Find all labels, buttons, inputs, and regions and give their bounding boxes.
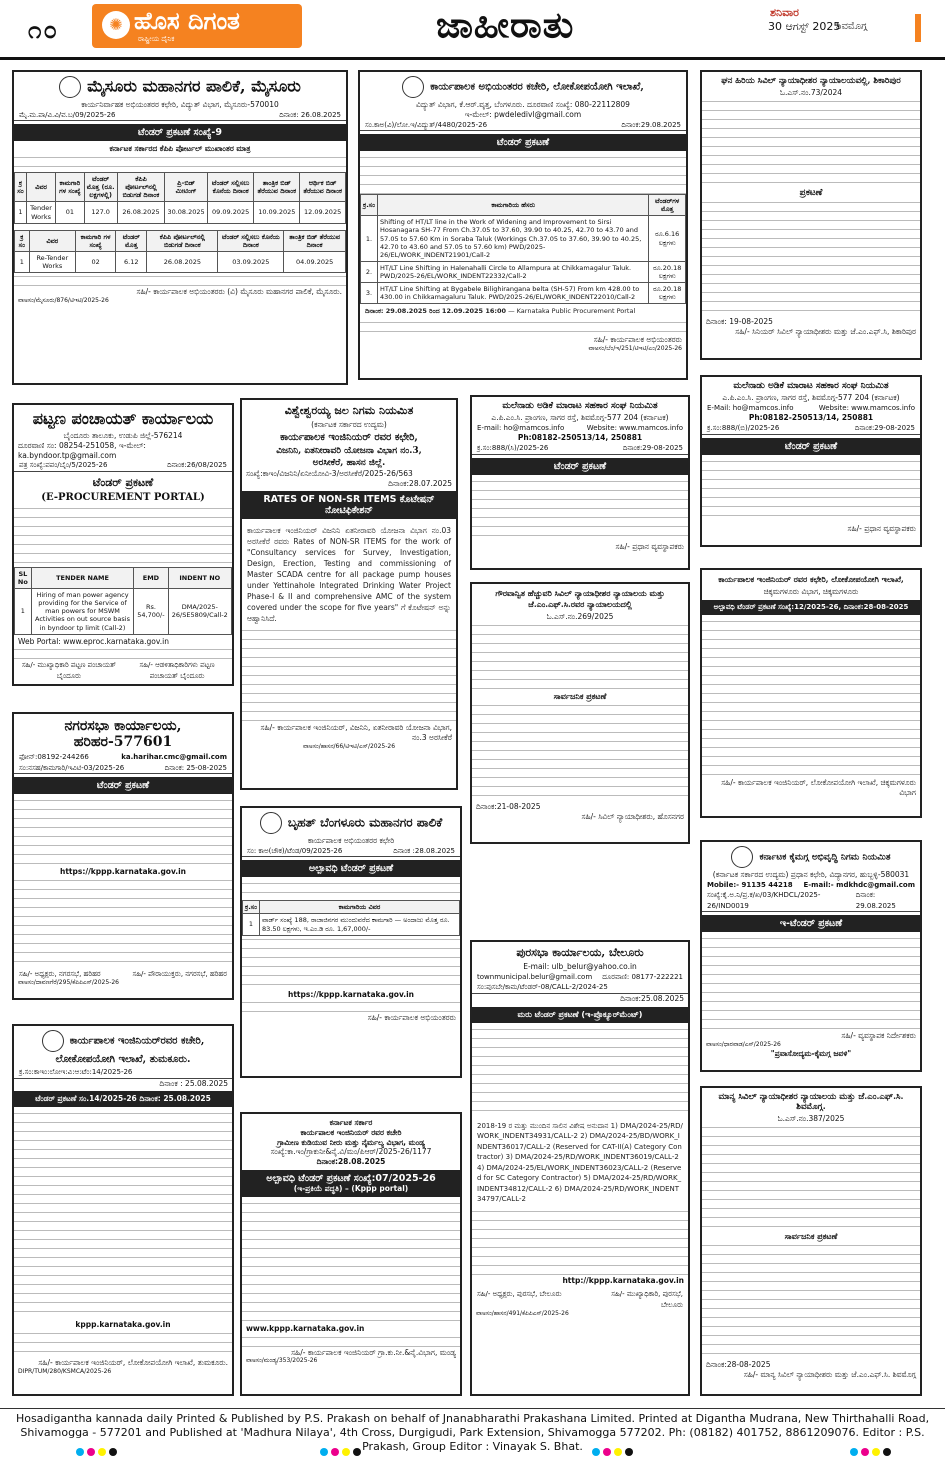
ad-subtitle: ಕಾರ್ಯಪಾಲಕ ಅಭಿಯಂತರರ ಕಛೇರಿ xyxy=(307,836,395,845)
column-header: ಕಾಮಗಾರಿಯ ಹೆಸರು xyxy=(378,195,649,216)
column-header: ಆರ್ಥಿಕ ಬಿಡ್ ತೆರೆಯುವ ದಿನಾಂಕ xyxy=(300,173,346,202)
notice-band: ಅಲ್ಪಾವಧಿ ಟೆಂಡರ್ ಪ್ರಕಟಣೆ ಸಂಖ್ಯೆ:07/2025-26 (ಇ-ಪ್ರಕಿಯೆ ಪದ್ಧತಿ) – (Kppp portal) xyxy=(242,1170,460,1197)
ad-code: ವಾಅಸಂ/ಹಾಸನ/66/ಟಿಇಟಿ/ಎಸ್/2025-26 xyxy=(302,742,396,750)
ad-title-line3: ಗ್ರಾಮೀಣ ಕುಡಿಯುವ ನೀರು ಮತ್ತು ನೈರ್ಮಲ್ಯ ವಿಭಾಗ, ಮಂಡ್ಯ xyxy=(277,1137,425,1147)
ref-number: ಸಂಖ್ಯೆ:ಕಾ.ಇಂ/ಗ್ರಾಕುನೀ&ನೈ.ವಿ/ಮಂ/ಪಿಆರ್/2025-26/1177 xyxy=(270,1147,432,1157)
ad-subtitle: (ಕರ್ನಾಟಕ ಸರ್ಕಾರದ ಉದ್ಯಮ) xyxy=(311,420,387,429)
column-header: ಕ್ರ.ಸಂ xyxy=(361,195,378,216)
notice-band: ಟೆಂಡರ್ ಪ್ರಕಟಣೆ xyxy=(14,777,232,794)
ad-pwd-chikkamagaluru xyxy=(700,568,922,818)
signature: ಸಹಿ/- ಕಾರ್ಯಪಾಲಕ ಇಂಜಿನಿಯರ್, ವಿಜನಿನಿ, ಏತನೀರಾವರಿ ಯೋಜನಾ ವಿಭಾಗ, ನಂ.3 ಅರಸೀಕೆರೆ xyxy=(260,723,452,742)
column-header: ಟೆಂಡರ್ ಮೊತ್ತ (ರೂ. ಲಕ್ಷಗಳಲ್ಲಿ) xyxy=(84,173,117,202)
seal-icon xyxy=(260,812,282,834)
ad-subtitle: ಬೈಂದೂರು ತಾಲೂಕು, ಉಡುಪಿ ಜಿಲ್ಲೆ-576214 xyxy=(63,431,183,440)
notice-heading: ಸಾರ್ವಜನಿಕ ಪ್ರಕಟಣೆ xyxy=(784,1231,838,1241)
ad-title: ಕಾರ್ಯಪಾಲಕ ಇಂಜಿನಿಯರ್‌ರವರ ಕಚೇರಿ, xyxy=(14,1026,232,1054)
ad-rdws-mandya xyxy=(240,1112,462,1396)
column-header: ಟೆಂಡರ್ ಸಲ್ಲಿಸಲು ಕೊನೆಯ ದಿನಾಂಕ xyxy=(218,230,284,251)
table-cell: 03.09.2025 xyxy=(218,251,284,272)
body-text xyxy=(14,877,232,969)
body-text xyxy=(472,478,688,542)
ad-court-shikaripura xyxy=(700,70,922,360)
registration-marks-center2 xyxy=(592,1448,633,1456)
body-text: ಕಾರ್ಯಪಾಲಕ ಇಂಜಿನಿಯರ್ ವಿಜನಿನಿ ಏತನೀರಾವರಿ ಯೋಜನಾ ವಿಭಾಗ ನಂ.03 ಅರಸೀಕೆರೆ ರವರು Rates of NON-SR ITEMS for the work of "Consultancy services for Survey, Investigation, Design, Erection, Testing and commissioning of Master SCADA centre for all package pump houses under Yettinahole Integrated Drinking Water Project Phase-I & II and comprehensive AMC of the system covered under the scope for five years" ಗೆ ಕೊಟೇಷನ್ ಅನ್ನು ಆಹ್ವಾನಿಸಿದೆ. xyxy=(247,526,451,624)
portal-link: https://kppp.karnataka.gov.in xyxy=(59,867,186,876)
ad-belur-tmc xyxy=(470,940,690,1396)
body-text xyxy=(702,1124,920,1232)
table-row xyxy=(361,261,686,282)
ad-title: ನಗರಸಭಾ ಕಾರ್ಯಾಲಯ, ಹರಿಹರ-577601 xyxy=(64,718,182,750)
table-cell: 10.09.2025 xyxy=(254,202,300,223)
contact-line: Mobile:- 91135 44218 E-mail:- mdkhdc@gmail.com xyxy=(707,880,915,889)
table-cell: DMA/2025-26/SE5809/Call-2 xyxy=(168,589,231,635)
ad-subtitle: ಎ.ಪಿ.ಎಂ.ಸಿ. ಪ್ರಾಂಗಣ, ಸಾಗರ ರಸ್ತೆ, ಶಿವಮೊಗ್ಗ-577 204 (ಕರ್ನಾಟಕ) xyxy=(722,393,900,402)
registration-marks-left xyxy=(76,1448,117,1456)
body-text xyxy=(702,935,920,1031)
table-cell: 26.08.2025 xyxy=(117,202,165,223)
ad-title: ಘನ ಹಿರಿಯ ಸಿವಿಲ್ ನ್ಯಾಯಾಧೀಶರ ನ್ಯಾಯಾಲಯವಲ್ಲಿ, ಶಿಕಾರಿಪುರ xyxy=(721,76,901,86)
notice-heading: ಟೆಂಡರ್ ಪ್ರಕಟಣೆ xyxy=(92,475,154,489)
body-text xyxy=(360,319,686,335)
body-text xyxy=(14,646,232,660)
notice-band: RATES OF NON-SR ITEMS ಕೊಟೇಷನ್ ನೋಟಿಫಿಕೇಶನ್ xyxy=(242,491,456,519)
ad-mysuru-corporation xyxy=(12,70,348,385)
seal-icon xyxy=(42,1030,64,1052)
contact-line: ಫೋನ್:08192-244266 ka.harihar.cmc@gmail.com xyxy=(19,753,227,761)
column-header: ಕಾಮಗಾರಿ ಗಳ ಸಂಖ್ಯೆ xyxy=(56,173,84,202)
ad-title: ಕರ್ನಾಟಕ ಸರ್ಕಾರ xyxy=(329,1118,373,1127)
newspaper-logo xyxy=(92,4,302,48)
body-text xyxy=(702,1242,920,1360)
notice-band: ಟೆಂಡರ್ ಪ್ರಕಟಣೆ ಸಂ.14/2025-26 ದಿನಾಂಕ: 25.08.2025 xyxy=(14,1091,232,1107)
contact-line: ದೂರವಾಣಿ ಸಂ: 08254-251058, ಇ-ಮೇಲ್: ka.byndoor.tp@gmail.com xyxy=(18,440,146,460)
registration-marks-center xyxy=(320,1448,361,1456)
signature: ಸಹಿ/- ಸಿನಿಯರ್ ಸಿವಿಲ್ ನ್ಯಾಯಾಧೀಶರು ಮತ್ತು ಜೆ.ಎಂ.ಎಫ್.ಸಿ, ಶಿಕಾರಿಪುರ xyxy=(735,327,916,337)
column-header: SL No xyxy=(15,567,32,588)
signature: ಸಹಿ/- ಸಿವಿಲ್ ನ್ಯಾಯಾಧೀಶರು, ಹೊಸನಗರ xyxy=(581,811,684,821)
tagline: "ಪ್ರವಾಸೋದ್ಯಮ-ಕೈಮಗ್ಗ ಜವಳಿ" xyxy=(770,1048,852,1058)
ad-code: ವಾಅಸಂ/ಹಾಸನ/491/ಕೆಪಿಪಿಎಸ್/2025-26 xyxy=(476,1310,569,1318)
ad-code: ವಾಅಸಂ/ಮಂಡ್ಯ/353/2025-26 xyxy=(246,1357,318,1365)
table-cell: Tender Works xyxy=(26,202,55,223)
table-cell: 02 xyxy=(75,251,115,272)
notice-band: ಅಲ್ಪಾವಧಿ ಟೆಂಡರ್ ಪ್ರಕಟಣೆ ಸಂಖ್ಯೆ:12/2025-26, ದಿನಾಂಕ:28-08-2025 xyxy=(702,600,920,615)
ad-title: ಗೌರವಾನ್ವಿತ ಹೆಚ್ಚುವರಿ ಸಿವಿಲ್ ನ್ಯಾಯಾಧೀಶರ ನ್ಯಾಯಾಲಯ ಮತ್ತು ಜೆ.ಎಂ.ಎಫ್.ಸಿ.ರವರ ನ್ಯಾಯಾಲಯದಲ್ಲಿ xyxy=(495,588,665,609)
ref-line: ಸಂಖ್ಯೆ:ಕೈ.ಅ.ನಿ/ಪ್ರ.ಕ/ಖ/03/KHDCL/2025-26/IND0019 ದಿನಾಂಕ: 29.08.2025 xyxy=(702,890,920,912)
body-text xyxy=(242,1334,460,1348)
body-text xyxy=(472,1026,688,1118)
notice-band: ಟೆಂಡರ್ ಪ್ರಕಟಣೆ xyxy=(360,134,686,151)
body-text xyxy=(472,702,688,802)
notice-date: ದಿನಾಂಕ:28-08-2025 xyxy=(706,1360,771,1370)
ad-pwd-electrical xyxy=(358,70,688,380)
ref-line: ಸಂ.ಕಾಅ(ವಿ)/ಲೋ.ಇ/ವಿದ್ಯುತ್/4480/2025-26 ದಿನಾಂಕ:29.08.2025 xyxy=(360,120,686,132)
tender-table-2 xyxy=(14,230,346,274)
ad-mamcos-right xyxy=(700,375,922,547)
ad-email: ಇ-ಮೇಲ್: pwdeledivl@gmail.com xyxy=(464,109,582,119)
ref-line: ಕ್ರ.ಸಂ:888/(ಸಿ)/2025-26 ದಿನಾಂಕ:29-08-2025 xyxy=(472,443,688,455)
ad-vjnl xyxy=(240,398,458,790)
ref-line: ಸಂ: ಕಾಅ(ಚೌಕ)/ಟೆಂಡ/09/2025-26 ದಿನಾಂಕ :28.08.2025 xyxy=(242,846,460,858)
notice-band: ಮರು ಟೆಂಡರ್ ಪ್ರಕಟಣೆ (ಇ-ಪ್ರೊಕ್ಯೂರ್‌ಮೆಂಟ್) xyxy=(472,1007,688,1023)
signature: ಸಹಿ/- ವ್ಯವಸ್ಥಾಪಕ ನಿರ್ದೇಶಕರು xyxy=(841,1031,916,1041)
issue-date: 30 ಆಗಸ್ಟ್ 2025 xyxy=(768,20,841,33)
notice-date: ದಿನಾಂಕ:21-08-2025 xyxy=(476,802,541,812)
signature-row: ಸಹಿ/- ಮುಖ್ಯಾಧಿಕಾರಿ ಪಟ್ಟಣ ಪಂಚಾಯತ್ ಬೈಂದೂರು ಸಹಿ/- ಆಡಳಿತಾಧಿಕಾರಿಗಳು ಪಟ್ಟಣ ಪಂಚಾಯತ್ ಬೈಂದೂರು xyxy=(21,661,215,680)
section-title: ಜಾಹೀರಾತು xyxy=(436,4,575,46)
signature-row: ಸಹಿ/- ಅಧ್ಯಕ್ಷರು, ಪುರಸಭೆ, ಬೇಲೂರು ಸಹಿ/- ಮುಖ್ಯಾಧಿಕಾರಿ, ಪುರಸಭೆ, ಬೇಲೂರು xyxy=(477,1290,683,1309)
table-cell: Re-Tender Works xyxy=(29,251,75,272)
table-cell: Rs. 54,700/- xyxy=(134,589,168,635)
table-cell: 01 xyxy=(56,202,84,223)
body-text xyxy=(14,1330,232,1358)
ad-title: ಪಟ್ಟಣ ಪಂಚಾಯತ್ ಕಾರ್ಯಾಲಯ xyxy=(32,409,214,428)
phone: Ph:08182-250513/14, 250881 xyxy=(748,413,874,423)
ad-title: ಮಾನ್ಯ ಸಿವಿಲ್ ನ್ಯಾಯಾಧೀಶರ ನ್ಯಾಯಾಲಯ ಮತ್ತು ಜೆ.ಎಂ.ಎಫ್.ಸಿ. ಶಿವಮೊಗ್ಗ. xyxy=(718,1092,904,1112)
table-cell: ರೂ.20.18 ಲಕ್ಷಗಳು xyxy=(649,283,686,304)
table-cell: 30.08.2025 xyxy=(165,202,208,223)
ad-title: ವಿಶ್ವೇಶ್ವರಯ್ಯ ಜಲ ನಿಗಮ ನಿಯಮಿತ xyxy=(284,404,414,417)
signature: ಸಹಿ/- ಮಾನ್ಯ ಸಿವಿಲ್ ನ್ಯಾಯಾಧೀಶರು ಮತ್ತು ಜೆ.ಎಂ.ಎಫ್.ಸಿ. ಶಿವಮೊಗ್ಗ xyxy=(743,1369,916,1379)
seal-icon xyxy=(731,846,753,868)
body-text xyxy=(242,880,460,900)
column-header: ಕೆಪಿಪಿ ಪೋರ್ಟಲ್‌ನಲ್ಲಿ ಬಿಡುಗಡೆ ದಿನಾಂಕ xyxy=(117,173,165,202)
ref-line: ಪತ್ರ ಸಂಖ್ಯೆ:ಪಪಂ/ಬೈಂ/5/2025-26 ದಿನಾಂಕ:26/08/2025 xyxy=(14,460,232,472)
table-cell: 09.09.2025 xyxy=(207,202,254,223)
imprint-line: Hosadigantha kannada daily Printed & Published by P.S. Prakash on behalf of Jnanabharathi Prakashana Limited. Printed at Digantha Mudrana, New Thirthahalli Road, Shivamogga - 577201 and Published at 'Madhura Nilaya', 4th Cross, Durgigudi, Park Extension, Shivamogga 577202. Ph: (08182) 401752, 8861209076. Editor : P.S. Prakash, Group Editor : Vinayak S. Bhat. xyxy=(0,1408,945,1454)
column-header: ತಾಂತ್ರಿಕ ಬಿಡ್ ತೆರೆಯುವ ದಿನಾಂಕ xyxy=(254,173,300,202)
column-header: ಟೆಂಡರ್ ಸಲ್ಲಿಸಲು ಕೊನೆಯ ದಿನಾಂಕ xyxy=(207,173,254,202)
signature: ಸಹಿ/- ಕಾರ್ಯಪಾಲಕ ಇಂಜಿನಿಯರ್, ಲೋಕೋಪಯೋಗಿ ಇಲಾಖೆ, ಚಿಕ್ಕಮಗಳೂರು ವಿಭಾಗ xyxy=(721,777,916,797)
ad-title: ಕರ್ನಾಟಕ ಕೈಮಗ್ಗ ಅಭಿವೃದ್ಧಿ ನಿಗಮ ನಿಯಮಿತ xyxy=(702,842,920,870)
ad-email: E-mail: ulb_belur@yahoo.co.in xyxy=(523,962,637,971)
body-text xyxy=(242,1200,460,1324)
signature: ಸಹಿ/- ಕಾರ್ಯಪಾಲಕ ಅಭಿಯಂತರರು xyxy=(367,1013,456,1023)
column-header: ವಿವರ xyxy=(26,173,55,202)
column-header: ಟೆಂಡರ್ ಮೊತ್ತ xyxy=(116,230,147,251)
seal-icon xyxy=(59,76,81,98)
column-header: ಕಾಮಗಾರಿ ಗಳ ಸಂಖ್ಯೆ xyxy=(75,230,115,251)
ad-title: ಕಾರ್ಯಪಾಲಕ ಇಂಜಿನಿಯರ್ ರವರ ಕಛೇರಿ, ಲೋಕೋಪಯೋಗಿ ಇಲಾಖೆ, xyxy=(718,574,904,584)
table-cell: 1 xyxy=(15,202,27,223)
signature-row: ಸಹಿ/- ಅಧ್ಯಕ್ಷರು, ನಗರಸಭೆ, ಹರಿಹರ ಸಹಿ/- ಪೌರಾಯುಕ್ತರು, ನಗರಸಭೆ, ಹರಿಹರ xyxy=(19,969,227,978)
column-header: ಕ್ರ ಸಂ xyxy=(15,173,27,202)
ad-code: ವಾಅಸಂ/ಧಾರವಾಡ/ಎಸ್/2025-26 xyxy=(706,1041,781,1048)
notice-band: ಅಲ್ಪಾವಧಿ ಟೆಂಡರ್ ಪ್ರಕಟಣೆ xyxy=(242,860,460,877)
ad-byndoor-panchayat xyxy=(12,403,234,686)
ad-title: ಬೃಹತ್ ಬೆಂಗಳೂರು ಮಹಾನಗರ ಪಾಲಿಕೆ xyxy=(242,808,460,836)
body-text xyxy=(242,936,460,990)
contact-line: E-Mail: ho@mamcos.info Website: www.mamcos.info xyxy=(707,403,915,412)
ad-title: ಪುರಸಭಾ ಕಾರ್ಯಾಲಯ, ಬೇಲೂರು xyxy=(516,946,644,959)
ad-code: ವಾಅಸಂ/ಬೆಂ/ಇ/251/ಟಿಇಟಿ/ಎಂ/2025-26 xyxy=(588,345,682,353)
column-header: INDENT NO xyxy=(168,567,231,588)
column-header: ಪ್ರಿ-ಬಿಡ್ ಮೀಟಿಂಗ್ xyxy=(165,173,208,202)
body-text xyxy=(702,458,920,524)
seal-icon xyxy=(402,76,424,98)
column-header: ಟೆಂಡರ್‌ಗಳ ಮೊತ್ತ xyxy=(649,195,686,216)
table-cell: 04.09.2025 xyxy=(284,251,346,272)
table-cell: HT/LT Line Shifting in Halenahalli Circle to Allampura at Chikkamagalur Taluk. PWD/2025-26/EL/WORK_INDENT22332/Call-2 xyxy=(378,261,649,282)
ad-code: DIPR/TUM/280/KSMCA/2025-26 xyxy=(18,1367,112,1375)
portal-link: Web Portal: www.eproc.karnataka.gov.in xyxy=(18,636,169,646)
portal-link: https://kppp.karnataka.gov.in xyxy=(287,989,414,999)
table-cell: 3. xyxy=(361,283,378,304)
ad-code: ವಾಅಸಂ/ಮೈಸೂರು/876/ಟಿಇಟಿ/2025-26 xyxy=(18,296,109,304)
ad-title-line2: ಲೋಕೋಪಯೋಗಿ ಇಲಾಖೆ, ತುಮಕೂರು. xyxy=(55,1054,191,1065)
portal-link: kppp.karnataka.gov.in xyxy=(75,1320,171,1330)
masthead xyxy=(0,0,945,60)
phone: Ph:08182-250513/14, 250881 xyxy=(517,433,643,443)
ad-mamcos-center xyxy=(470,395,690,570)
signature: ಸಹಿ/- ಪ್ರಧಾನ ವ್ಯವಸ್ಥಾಪಕರು xyxy=(615,541,684,551)
body-text xyxy=(242,627,456,723)
body-text: ದಿನಾಂಕ: 29.08.2025 ರಿಂದ 12.09.2025 16:00 — Karnataka Public Procurement Portal xyxy=(365,307,636,316)
column-header: ತಾಂತ್ರಿಕ ಬಿಡ್ ತೆರೆಯುವ ದಿನಾಂಕ xyxy=(284,230,346,251)
notice-date: ದಿನಾಂಕ: 19-08-2025 xyxy=(706,317,773,327)
signature: ಸಹಿ/- ಕಾರ್ಯಪಾಲಕ ಅಭಿಯಂತರರು xyxy=(593,335,682,345)
body-text xyxy=(702,618,920,778)
ref-number: ಸಂಖ್ಯೆ:ಕಾಇಂ/ವಿಜನಿನಿ/ಏನೀಯೋವಿ-3/ಅರಸೀಕೆರೆ/2025-26/563 xyxy=(246,468,413,478)
body-text xyxy=(14,1110,232,1320)
ref-line: ಸಂ:ನಸಹ/ಕಾಮಗಾರಿ/ಇವಿಟಿ-03/2025-26 ದಿನಾಂಕ: 25-08-2025 xyxy=(14,763,232,775)
notice-subheading: (E-PROCUREMENT PORTAL) xyxy=(41,491,205,503)
ad-title: ಮಲೆನಾಡು ಅಡಿಕೆ ಮಾರಾಟ ಸಹಕಾರ ಸಂಘ ನಿಯಮಿತ xyxy=(502,401,658,411)
ad-subtitle: ಕಾರ್ಯನಿರ್ವಾಹಕ ಅಭಿಯಂತರರ ಕಛೇರಿ, ವಿದ್ಯುತ್ ವಿಭಾಗ, ಮೈಸೂರು-570010 xyxy=(81,100,279,109)
table-row xyxy=(361,283,686,304)
office-line: ಕಾರ್ಯಪಾಲಕ ಇಂಜಿನಿಯರ್ ರವರ ಕಛೇರಿ, xyxy=(280,431,418,443)
notice-heading: ಸಾರ್ವಜನಿಕ ಪ್ರಕಟಣೆ xyxy=(553,691,607,701)
signature: ಸಹಿ/- ಪ್ರಧಾನ ವ್ಯವಸ್ಥಾಪಕರು xyxy=(847,523,916,533)
tender-table: ಕ್ರ.ಸಂ ಕಾಮಗಾರಿಯ ವಿವರ 1 ವಾರ್ಡ್ ಸಂಖ್ಯೆ 188, ರ‍ಾಜಾಜಿನಗರ ಮುಂದುವರೆದ ಕಾಮಗಾರಿ — ಅಂದಾಜು ಮೊತ್ತ ರೂ. 83.50 ಲಕ್ಷಗಳು, ಇ.ಎಂ.ಡಿ ರೂ. 1,67,000/- xyxy=(242,900,460,935)
ad-title-line2: ಕಾರ್ಯಪಾಲಕ ಇಂಜಿನಿಯರ್ ರವರ ಕಚೇರಿ xyxy=(300,1127,402,1137)
ref-date: ದಿನಾಂಕ:28.08.2025 xyxy=(316,1157,386,1166)
ad-title: ಮಲೆನಾಡು ಅಡಿಕೆ ಮಾರಾಟ ಸಹಕಾರ ಸಂಘ ನಿಯಮಿತ xyxy=(733,381,889,391)
notice-subtitle: ಕರ್ನಾಟಕ ಸರ್ಕಾರದ ಕೆಪಿಪಿ ಪೋರ್ಟಲ್ ಮುಖಾಂತರ ಮಾತ್ರ xyxy=(109,144,251,154)
body-text xyxy=(702,98,920,188)
table-cell: 1 xyxy=(15,251,30,272)
ref-line: ಸಂ:ಪುಸಬೇ/ಕಾಮ/ಟೆಂಡರ್-08/CALL-2/2024-25 xyxy=(472,982,688,994)
ad-subtitle: ಚಿಕ್ಕಮಗಳೂರು ವಿಭಾಗ, ಚಿಕ್ಕಮಗಳೂರು xyxy=(763,587,859,596)
ad-harihar-cmc xyxy=(12,712,234,1000)
column-header: EMD xyxy=(134,567,168,588)
body-text xyxy=(472,1208,688,1276)
ad-code: ವಾಅಸಂ/ದಾವಣಗೆರೆ/295/ಕೆಪಿಪಿಎಸ್/2025-26 xyxy=(18,979,119,987)
ref-line: ಮೈ.ಮ.ಪಾ/ವಿ.ವಿ/ವ.ಬ/09/2025-26 ದಿನಾಂಕ: 26.08.2025 xyxy=(14,110,346,122)
ad-subtitle: (ಕರ್ನಾಟಕ ಸರ್ಕಾರದ ಉದ್ಯಮ) ಪ್ರಧಾನ ಕಛೇರಿ, ವಿದ್ಯಾನಗರ, ಹುಬ್ಬಳ್ಳಿ-580031 xyxy=(712,870,910,879)
ad-court-hosanagara xyxy=(470,582,690,844)
column-header: ಕೆಪಿಪಿ ಪೋರ್ಟಲ್‌ನಲ್ಲಿ ಬಿಡುಗಡೆ ದಿನಾಂಕ xyxy=(147,230,218,251)
table-cell: 1. xyxy=(361,216,378,262)
issue-day: ಶನಿವಾರ xyxy=(770,6,799,19)
portal-link: www.kppp.karnataka.gov.in xyxy=(246,1323,365,1333)
case-number: ಓ.ಎಸ್.ನಂ.269/2025 xyxy=(546,612,614,621)
tender-table xyxy=(360,194,686,304)
logo-tagline: ರಾಷ್ಟ್ರೀಯ ದೈನಿಕ xyxy=(138,35,175,43)
registration-marks-right xyxy=(850,1448,891,1456)
ref-date: ದಿನಾಂಕ:28.07.2025 xyxy=(388,478,452,488)
ref-date: ದಿನಾಂಕ:25.08.2025 xyxy=(620,993,684,1003)
body-text xyxy=(472,622,688,692)
body-text xyxy=(14,797,232,867)
table-cell: 127.0 xyxy=(84,202,117,223)
ad-khdc xyxy=(700,840,922,1072)
ref-line: ಕ್ರ.ಸಂ:ಕಾಇಂ:ಲೋಇ:ವಿ:ಆ:ಟೆಂ:14/2025-26 xyxy=(14,1067,232,1079)
page-number: ೧೦ xyxy=(28,16,59,44)
ad-subtitle: ಎ.ಪಿ.ಎಂ.ಸಿ. ಪ್ರಾಂಗಣ, ಸಾಗರ ರಸ್ತೆ, ಶಿವಮೊಗ್ಗ-577 204 (ಕರ್ನಾಟಕ) xyxy=(491,413,669,422)
column-header: ವಿವರ xyxy=(29,230,75,251)
ad-title: ಮೈಸೂರು ಮಹಾನಗರ ಪಾಲಿಕೆ, ಮೈಸೂರು xyxy=(14,72,346,100)
logo-emblem-icon: ✺ xyxy=(102,11,130,39)
contact-line: E-mail: ho@mamcos.info Website: www.mamcos.info xyxy=(477,423,683,432)
table-cell: ರೂ.6.16 ಲಕ್ಷಗಳು xyxy=(649,216,686,262)
table-cell: ರೂ.20.18 ಲಕ್ಷಗಳು xyxy=(649,261,686,282)
ad-bbmp xyxy=(240,806,462,1078)
office-line: ಅರಸೀಕೆರೆ, ಹಾಸನ ಜಿಲ್ಲೆ. xyxy=(312,457,386,468)
table-cell: 2. xyxy=(361,261,378,282)
ad-pwd-tumakuru xyxy=(12,1024,234,1396)
body-text xyxy=(702,199,920,317)
contact-line: townmunicipal.belur@gmail.com ದೂರವಾಣಿ: 08177-222221 xyxy=(477,972,683,981)
body-text xyxy=(14,273,346,287)
table-cell: 12.09.2025 xyxy=(300,202,346,223)
column-header: TENDER NAME xyxy=(31,567,134,588)
logo-text: ಹೊಸ ದಿಗಂತ xyxy=(134,7,240,35)
ad-subtitle: ವಿದ್ಯುತ್ ವಿಭಾಗ, ಕೆ.ಆರ್.ವೃತ್ತ, ಬೆಂಗಳೂರು. ದೂರವಾಣಿ ಸಂಖ್ಯೆ: 080-22112809 xyxy=(416,100,630,109)
case-number: ಓ.ಎಸ್.ನಂ.73/2024 xyxy=(779,88,843,97)
ref-date: ದಿನಾಂಕ : 25.08.2025 xyxy=(159,1078,228,1088)
table-cell: 26.08.2025 xyxy=(147,251,218,272)
case-number: ಓ.ಎಸ್.ನಂ.387/2025 xyxy=(777,1114,845,1123)
masthead-accent-bar xyxy=(915,14,921,42)
column-header: ಕ್ರ ಸಂ xyxy=(15,230,30,251)
portal-link: http://kppp.karnataka.gov.in xyxy=(562,1275,684,1285)
table-cell: Shifting of HT/LT line in the Work of Widening and Improvement to Sirsi Hosanagara SH-77 From Ch.37.05 to 37.60, 39.90 to 40.25, 42.70 to 43.70 and 57.05 to 57.60 Km in Soraba Taluk (Workings Ch.37.05 to 37.60, 39.90 to 40.25, 42.70 to 43.60 and 57.05 to 57.60 km) PWD/2025-26/EL/WORK_INDENT21901/Call-2 xyxy=(378,216,649,262)
tender-table xyxy=(14,567,232,635)
table-row xyxy=(361,216,686,262)
notice-band: ಟೆಂಡರ್ ಪ್ರಕಟಣೆ xyxy=(702,438,920,455)
ad-court-shivamogga xyxy=(700,1086,922,1396)
signature: ಸಹಿ/- ಕಾರ್ಯಪಾಲಕ ಅಭಿಯಂತರರು (ವಿ) ಮೈಸೂರು ಮಹಾನಗರ ಪಾಲಿಕೆ, ಮೈಸೂರು. xyxy=(136,287,342,297)
edition-city: ಶಿವಮೊಗ್ಗ xyxy=(836,21,868,32)
table-cell: 1 xyxy=(15,589,32,635)
office-line: ವಿಜನಿನಿ, ಏತನೀರಾವರಿ ಯೋಜನಾ ವಿಭಾಗ ನಂ.3, xyxy=(276,445,422,456)
notice-band: ಟೆಂಡರ್ ಪ್ರಕಟಣೆ ಸಂಖ್ಯೆ-9 xyxy=(14,124,346,141)
body-text xyxy=(14,154,346,172)
tender-table-1 xyxy=(14,172,346,224)
table-cell: HT/LT Line Shifting at Bygabele Bilighirangana belta (SH-57) From km 428.00 to 430.00 in Chikkamagaluru Taluk. PWD/2025-26/EL/WORK_INDENT22010/Call-2 xyxy=(378,283,649,304)
body-text xyxy=(14,505,232,567)
ref-line: ಕ್ರ.ಸಂ:888/(ಬಿ)/2025-26 ದಿನಾಂಕ:29-08-2025 xyxy=(702,423,920,435)
signature: ಸಹಿ/- ಕಾರ್ಯಪಾಲಕ ಇಂಜಿನಿಯರ್, ಲೋಕೋಪಯೋಗಿ ಇಲಾಖೆ, ತುಮಕೂರು. xyxy=(38,1358,228,1367)
table-cell: Hiring of man power agency providing for the Service of man powers for MSWM Activities on out source basis in byndoor tp limit (Call-2) xyxy=(31,589,134,635)
signature: ಸಹಿ/- ಕಾರ್ಯಪಾಲಕ ಇಂಜಿನಿಯರ್ ಗ್ರಾ.ಕು.ನೀ.&ನೈ.ವಿಭಾಗ, ಮಂಡ್ಯ xyxy=(291,1347,456,1357)
notice-band: ಇ-ಟೆಂಡರ್ ಪ್ರಕಟಣೆ xyxy=(702,915,920,932)
body-text xyxy=(242,999,460,1013)
work-list: 2018-19 ರ ಮತ್ತು ಮುಂದಿನ ಸಾಲಿನ ವಿಶೇಷ ಅನುದಾನ 1) DMA/2024-25/RD/WORK_INDENT34931/CALL-2 2) DMA/2024-25/BD/WORK_INDENT36017/CALL-2 (Reserved for CAT-II(A) Category Contractor) 3) DMA/2024-25/RD/WORK_INDENT36019/CALL-2 4) DMA/2024-25/EL/WORK_INDENT36023/CALL-2 (Reserved for SC Category Contractor) 5) DMA/2024-25/RD/WORK_INDENT34812/CALL-2 6) DMA/2024-25/RD/WORK_INDENT34797/CALL-2 xyxy=(477,1121,683,1203)
body-text xyxy=(360,154,686,194)
notice-heading: ಪ್ರಕಟಣೆ xyxy=(799,187,823,198)
ad-title: ಕಾರ್ಯಪಾಲಕ ಅಭಿಯಂತರರ ಕಚೇರಿ, ಲೋಕೋಪಯೋಗಿ ಇಲಾಖೆ, xyxy=(360,72,686,100)
notice-band: ಟೆಂಡರ್ ಪ್ರಕಟಣೆ xyxy=(472,458,688,475)
table-cell: 6.12 xyxy=(116,251,147,272)
